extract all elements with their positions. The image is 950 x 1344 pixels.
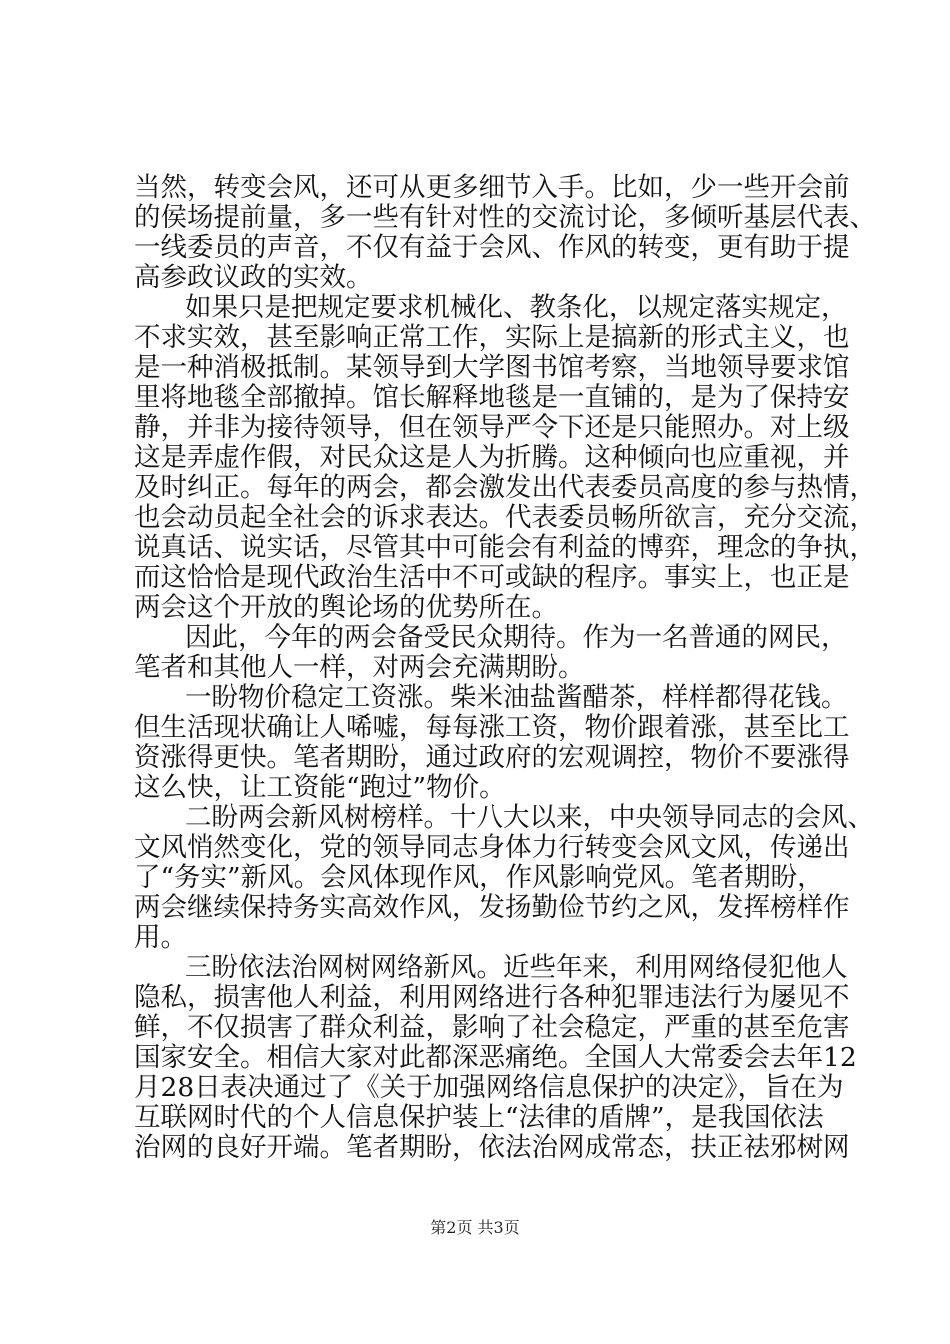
text-line: 因此，今年的两会备受民众期待。作为一名普通的网民， [185, 622, 848, 653]
text-line: 了“务实”新风。会风体现作风，作风影响党风。笔者期盼， [134, 862, 824, 893]
text-line: 月28日表决通过了《关于加强网络信息保护的决定》，旨在为 [134, 1072, 844, 1103]
text-line: 这是弄虚作假，对民众这是人为折腾。这种倾向也应重视，并 [134, 442, 850, 473]
page-footer: 第2页 共3页 [430, 1218, 520, 1237]
text-line: 及时纠正。每年的两会，都会激发出代表委员高度的参与热情， [134, 472, 876, 503]
text-line: 笔者和其他人一样，对两会充满期盼。 [134, 652, 585, 683]
text-line: 而这恰恰是现代政治生活中不可或缺的程序。事实上，也正是 [134, 562, 850, 593]
text-line: 里将地毯全部撤掉。馆长解释地毯是一直铺的，是为了保持安 [134, 382, 850, 413]
text-line: 国家安全。相信大家对此都深恶痛绝。全国人大常委会去年12 [134, 1042, 857, 1073]
text-line: 是一种消极抵制。某领导到大学图书馆考察，当地领导要求馆 [134, 352, 850, 383]
text-line: 文风悄然变化，党的领导同志身体力行转变会风文风，传递出 [134, 832, 850, 863]
text-line: 二盼两会新风树榜样。十八大以来，中央领导同志的会风、 [185, 802, 874, 833]
text-line: 两会继续保持务实高效作风，发扬勤俭节约之风，发挥榜样作 [134, 892, 850, 923]
text-line: 一盼物价稳定工资涨。柴米油盐酱醋茶，样样都得花钱。 [185, 682, 848, 713]
text-line: 也会动员起全社会的诉求表达。代表委员畅所欲言，充分交流， [134, 502, 876, 533]
text-line: 用。 [134, 922, 187, 953]
text-line: 但生活现状确让人唏嘘，每每涨工资，物价跟着涨，甚至比工 [134, 712, 850, 743]
text-line: 一线委员的声音，不仅有益于会风、作风的转变，更有助于提 [134, 232, 850, 263]
text-line: 静，并非为接待领导，但在领导严令下还是只能照办。对上级 [134, 412, 850, 443]
text-line: 鲜，不仅损害了群众利益，影响了社会稳定，严重的甚至危害 [134, 1012, 850, 1043]
text-line: 资涨得更快。笔者期盼，通过政府的宏观调控，物价不要涨得 [134, 742, 850, 773]
text-line: 这么快，让工资能“跑过”物价。 [134, 772, 506, 803]
text-line: 的侯场提前量，多一些有针对性的交流讨论，多倾听基层代表、 [134, 202, 876, 233]
text-line: 如果只是把规定要求机械化、教条化，以规定落实规定， [185, 292, 848, 323]
text-line: 互联网时代的个人信息保护装上“法律的盾牌”，是我国依法 [134, 1102, 824, 1133]
text-line: 说真话、说实话，尽管其中可能会有利益的博弈，理念的争执， [134, 532, 876, 563]
text-line: 隐私，损害他人利益，利用网络进行各种犯罪违法行为屡见不 [134, 982, 850, 1013]
text-line: 不求实效，甚至影响正常工作，实际上是搞新的形式主义，也 [134, 322, 850, 353]
text-line: 三盼依法治网树网络新风。近些年来，利用网络侵犯他人 [185, 952, 848, 983]
text-line: 治网的良好开端。笔者期盼，依法治网成常态，扶正祛邪树网 [134, 1132, 850, 1163]
text-line: 两会这个开放的舆论场的优势所在。 [134, 592, 558, 623]
text-line: 当然，转变会风，还可从更多细节入手。比如，少一些开会前 [134, 172, 850, 203]
text-line: 高参政议政的实效。 [134, 262, 373, 293]
